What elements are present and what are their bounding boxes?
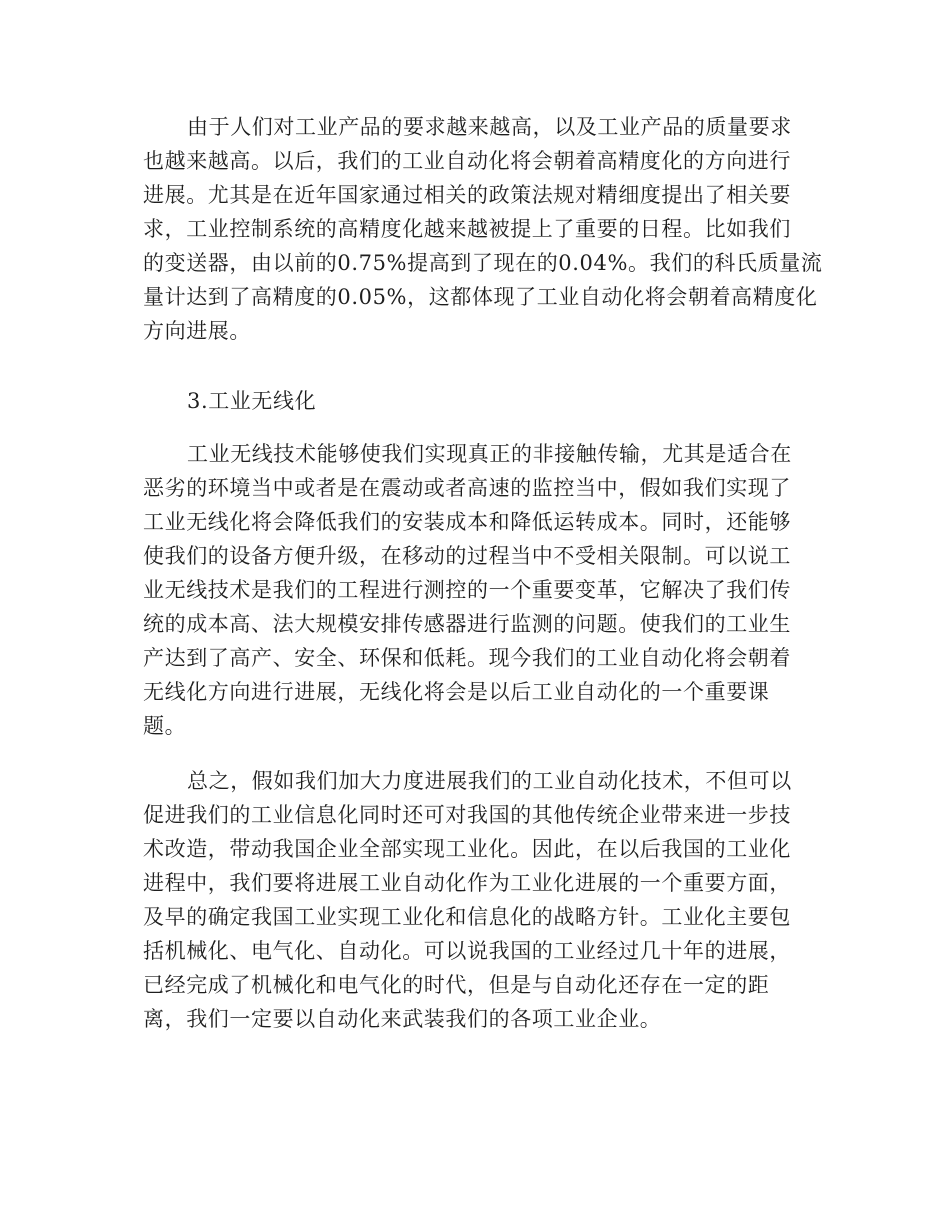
paragraph-2-line-3: 工业无线化将会降低我们的安装成本和降低运转成本。同时，还能够 bbox=[143, 510, 791, 534]
paragraph-3-line-6: 括机械化、电气化、自动化。可以说我国的工业经过几十年的进展， bbox=[143, 939, 791, 963]
paragraph-2-line-2: 恶劣的环境当中或者是在震动或者高速的监控当中，假如我们实现了 bbox=[143, 476, 791, 500]
paragraph-3-line-2: 促进我们的工业信息化同时还可对我国的其他传统企业带来进一步技 bbox=[143, 803, 791, 827]
paragraph-1-line-1: 由于人们对工业产品的要求越来越高，以及工业产品的质量要求 bbox=[187, 115, 792, 139]
paragraph-3-line-3: 术改造，带动我国企业全部实现工业化。因此，在以后我国的工业化 bbox=[143, 837, 791, 861]
section-heading: 3.工业无线化 bbox=[187, 389, 317, 413]
paragraph-2-line-1: 工业无线技术能够使我们实现真正的非接触传输，尤其是适合在 bbox=[187, 442, 792, 466]
paragraph-3-line-4: 进程中，我们要将进展工业自动化作为工业化进展的一个重要方面， bbox=[143, 871, 791, 895]
paragraph-1-line-5: 的变送器，由以前的0.75%提高到了现在的0.04%。我们的科氏质量流 bbox=[143, 251, 823, 275]
paragraph-1-line-3: 进展。尤其是在近年国家通过相关的政策法规对精细度提出了相关要 bbox=[143, 183, 791, 207]
paragraph-3-line-5: 及早的确定我国工业实现工业化和信息化的战略方针。工业化主要包 bbox=[143, 905, 791, 929]
paragraph-3-line-7: 已经完成了机械化和电气化的时代，但是与自动化还存在一定的距 bbox=[143, 973, 770, 997]
paragraph-1-line-7: 方向进展。 bbox=[143, 319, 251, 343]
paragraph-2-line-7: 产达到了高产、安全、环保和低耗。现今我们的工业自动化将会朝着 bbox=[143, 646, 791, 670]
paragraph-2-line-6: 统的成本高、法大规模安排传感器进行监测的问题。使我们的工业生 bbox=[143, 612, 791, 636]
paragraph-3-line-8: 离，我们一定要以自动化来武装我们的各项工业企业。 bbox=[143, 1007, 662, 1031]
paragraph-1-line-2: 也越来越高。以后，我们的工业自动化将会朝着高精度化的方向进行 bbox=[143, 149, 791, 173]
paragraph-2-line-5: 业无线技术是我们的工程进行测控的一个重要变革，它解决了我们传 bbox=[143, 578, 791, 602]
paragraph-3-line-1: 总之，假如我们加大力度进展我们的工业自动化技术，不但可以 bbox=[187, 769, 792, 793]
paragraph-2-line-8: 无线化方向进行进展，无线化将会是以后工业自动化的一个重要课 bbox=[143, 680, 770, 704]
paragraph-1-line-4: 求，工业控制系统的高精度化越来越被提上了重要的日程。比如我们 bbox=[143, 217, 791, 241]
paragraph-2-line-4: 使我们的设备方便升级，在移动的过程当中不受相关限制。可以说工 bbox=[143, 544, 791, 568]
paragraph-1-line-6: 量计达到了高精度的0.05%，这都体现了工业自动化将会朝着高精度化 bbox=[143, 285, 818, 309]
paragraph-2-line-9: 题。 bbox=[143, 714, 187, 738]
